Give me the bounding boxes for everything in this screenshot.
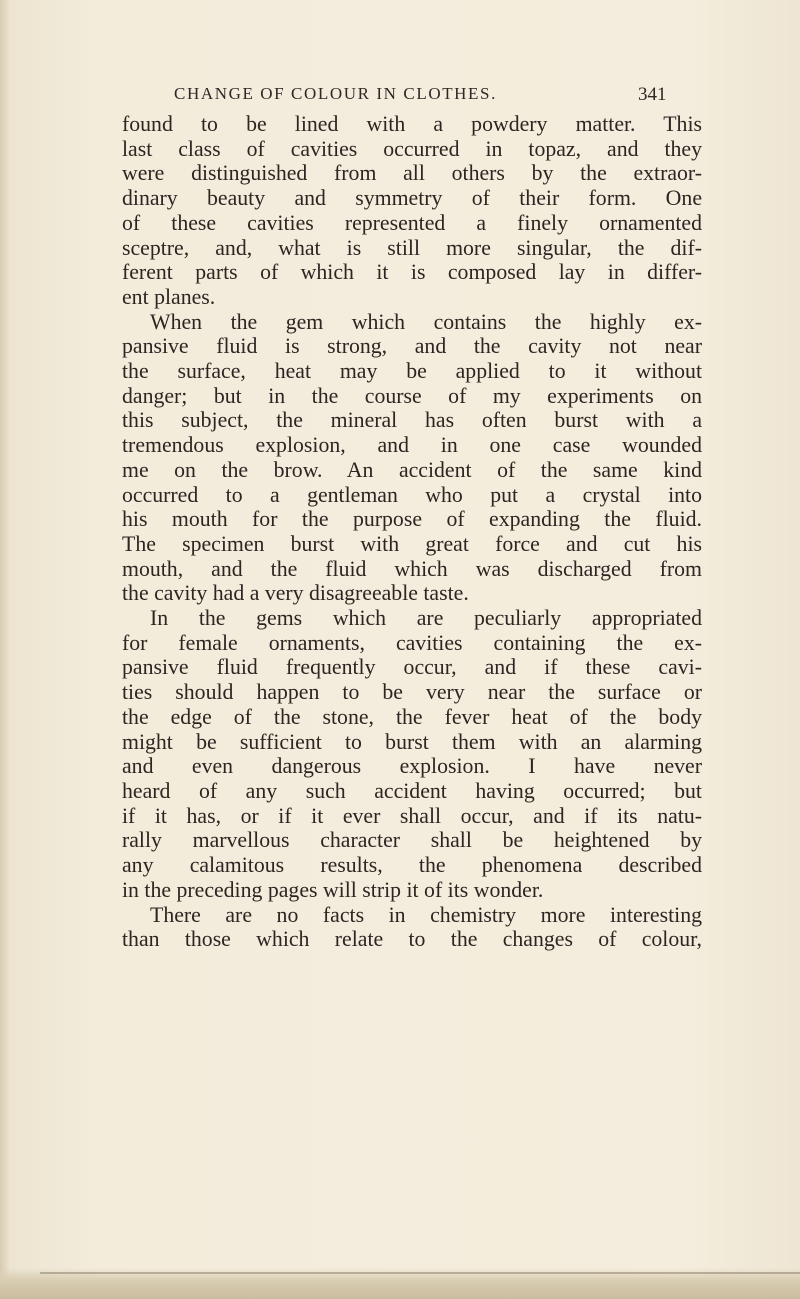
- text-line: any calamitous results, the phenomena described: [122, 853, 702, 878]
- text-line: his mouth for the purpose of expanding the fluid.: [122, 507, 702, 532]
- text-line: dinary beauty and symmetry of their form. One: [122, 186, 702, 211]
- text-line: if it has, or if it ever shall occur, and if its natu-: [122, 803, 702, 828]
- text-line: the cavity had a very disagreeable taste.: [122, 581, 469, 606]
- text-line: ties should happen to be very near the surface or: [122, 680, 702, 705]
- text-line: mouth, and the fluid which was discharged from: [122, 556, 702, 581]
- page-number: 341: [638, 84, 667, 105]
- text-line: When the gem which contains the highly ex-: [150, 309, 702, 334]
- text-line: heard of any such accident having occurred; but: [122, 778, 702, 803]
- text-line: pansive fluid is strong, and the cavity not near: [122, 334, 702, 359]
- text-line: The specimen burst with great force and cut his: [122, 531, 702, 556]
- text-line: In the gems which are peculiarly appropriated: [150, 606, 702, 631]
- text-line: danger; but in the course of my experiments on: [122, 383, 702, 408]
- text-line: than those which relate to the changes of colour,: [122, 927, 702, 952]
- text-line: sceptre, and, what is still more singular, the dif-: [122, 235, 702, 260]
- text-line: in the preceding pages will strip it of its wonder.: [122, 877, 544, 902]
- text-line: pansive fluid frequently occur, and if these cavi-: [122, 655, 702, 680]
- text-line: me on the brow. An accident of the same kind: [122, 457, 702, 482]
- text-line: for female ornaments, cavities containing the ex-: [122, 630, 702, 655]
- gutter-shadow: [0, 0, 10, 1299]
- text-line: were distinguished from all others by the extraor-: [122, 161, 702, 186]
- text-line: of these cavities represented a finely ornamented: [122, 210, 702, 235]
- text-line: There are no facts in chemistry more interesting: [150, 902, 702, 927]
- text-line: ent planes.: [122, 284, 216, 309]
- text-line: might be sufficient to burst them with an alarming: [122, 729, 702, 754]
- text-line: last class of cavities occurred in topaz, and they: [122, 136, 702, 161]
- body-text: [122, 112, 702, 952]
- text-line: ferent parts of which it is composed lay in differ-: [122, 260, 702, 285]
- text-line: the surface, heat may be applied to it without: [122, 359, 702, 384]
- text-line: the edge of the stone, the fever heat of the body: [122, 704, 702, 729]
- text-line: occurred to a gentleman who put a crystal into: [122, 482, 702, 507]
- text-line: rally marvellous character shall be heightened by: [122, 828, 702, 853]
- page-edge-line: [40, 1272, 800, 1274]
- text-line: this subject, the mineral has often burst with a: [122, 408, 702, 433]
- text-line: tremendous explosion, and in one case wounded: [122, 433, 702, 458]
- running-head: CHANGE OF COLOUR IN CLOTHES.: [174, 84, 497, 103]
- text-line: and even dangerous explosion. I have never: [122, 754, 702, 779]
- text-line: found to be lined with a powdery matter. This: [122, 112, 702, 136]
